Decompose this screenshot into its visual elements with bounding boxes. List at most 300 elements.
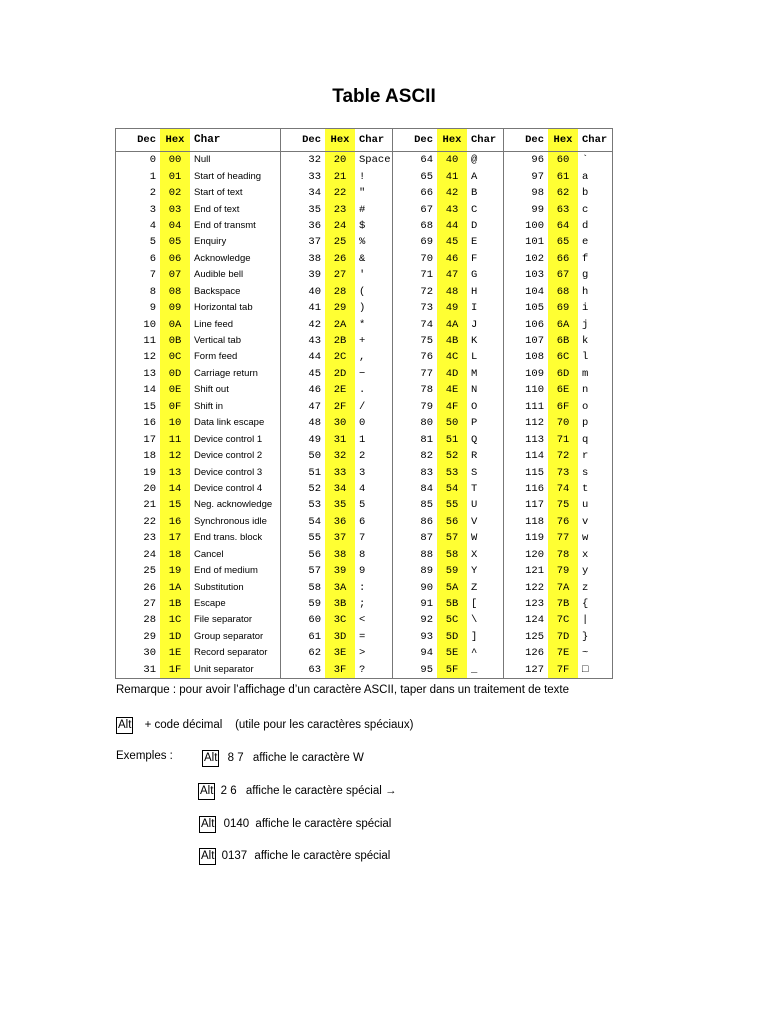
hex-cell: 4D	[437, 366, 467, 382]
table-row	[393, 333, 503, 349]
dec-cell: 73	[420, 302, 433, 315]
char-cell: _	[471, 663, 478, 676]
hex-cell: 65	[548, 234, 578, 250]
table-row	[116, 333, 280, 349]
hex-cell: 78	[548, 547, 578, 563]
dec-cell: 20	[143, 482, 156, 495]
dec-cell: 114	[525, 450, 544, 463]
dec-cell: 112	[525, 417, 544, 430]
char-cell: s	[582, 466, 589, 479]
dec-cell: 87	[420, 532, 433, 545]
table-row	[281, 234, 392, 250]
table-row	[393, 399, 503, 415]
table-row	[116, 579, 280, 595]
char-cell: z	[582, 581, 589, 594]
char-cell: ]	[471, 630, 478, 643]
hex-cell: 6D	[548, 366, 578, 382]
header-dec: Dec	[393, 129, 437, 152]
char-cell: G	[471, 269, 478, 282]
example-code: 2 6	[220, 785, 237, 797]
dec-cell: 98	[531, 187, 544, 200]
char-cell: p	[582, 417, 589, 430]
table-row	[281, 563, 392, 579]
hex-cell: 23	[325, 201, 355, 217]
header-dec: Dec	[281, 129, 325, 152]
char-cell: `	[582, 154, 589, 167]
dec-cell: 116	[525, 482, 544, 495]
dec-cell: 29	[143, 630, 156, 643]
hex-cell: 22	[325, 185, 355, 201]
char-cell: a	[582, 170, 589, 183]
table-row	[116, 399, 280, 415]
hex-cell: 50	[437, 415, 467, 431]
table-row	[116, 267, 280, 283]
char-cell: Device control 1	[194, 433, 263, 445]
hex-cell: 4F	[437, 399, 467, 415]
char-cell: Device control 4	[194, 482, 263, 494]
remark-text: Remarque : pour avoir l’affichage d’un caractère ASCII, taper dans un traitement de texte	[116, 684, 570, 696]
dec-cell: 124	[525, 614, 544, 627]
hex-cell: 45	[437, 234, 467, 250]
hex-cell: 70	[548, 415, 578, 431]
hex-cell: 09	[160, 300, 190, 316]
dec-cell: 55	[308, 532, 321, 545]
ascii-block-64-95	[393, 129, 504, 678]
dec-cell: 91	[420, 598, 433, 611]
table-row	[393, 530, 503, 546]
char-cell: j	[582, 318, 589, 331]
char-cell: ~	[582, 647, 589, 660]
hex-cell: 5D	[437, 629, 467, 645]
table-row	[393, 267, 503, 283]
dec-cell: 102	[525, 252, 544, 265]
table-row	[116, 481, 280, 497]
ascii-block-96-127	[504, 129, 612, 678]
char-cell: End of text	[194, 203, 240, 215]
dec-cell: 81	[420, 433, 433, 446]
dec-cell: 15	[143, 400, 156, 413]
dec-cell: 1	[149, 170, 156, 183]
char-cell: e	[582, 236, 589, 249]
hex-cell: 49	[437, 300, 467, 316]
hex-cell: 17	[160, 530, 190, 546]
dec-cell: 75	[420, 335, 433, 348]
char-cell: {	[582, 598, 589, 611]
table-row	[393, 612, 503, 628]
table-row	[504, 201, 612, 217]
dec-cell: 62	[308, 647, 321, 660]
char-cell: i	[582, 302, 589, 315]
hex-cell: 06	[160, 251, 190, 267]
alt-key: Alt	[116, 717, 133, 734]
char-cell: −	[359, 367, 366, 380]
table-row	[281, 431, 392, 447]
dec-cell: 71	[420, 269, 433, 282]
table-row	[116, 185, 280, 201]
table-row	[504, 596, 612, 612]
hex-cell: 2C	[325, 349, 355, 365]
dec-cell: 17	[143, 433, 156, 446]
char-cell: >	[359, 647, 366, 660]
dec-cell: 7	[149, 269, 156, 282]
table-row	[116, 645, 280, 661]
char-cell: X	[471, 548, 478, 561]
dec-cell: 123	[525, 598, 544, 611]
table-row	[281, 316, 392, 332]
hex-cell: 2D	[325, 366, 355, 382]
hex-cell: 68	[548, 284, 578, 300]
char-cell: )	[359, 302, 366, 315]
hex-cell: 01	[160, 168, 190, 184]
table-row	[393, 481, 503, 497]
hex-cell: 3F	[325, 662, 355, 678]
dec-cell: 79	[420, 400, 433, 413]
hex-cell: 5B	[437, 596, 467, 612]
char-cell: y	[582, 565, 589, 578]
dec-cell: 122	[525, 581, 544, 594]
table-row	[393, 596, 503, 612]
hex-cell: 73	[548, 464, 578, 480]
table-row	[504, 234, 612, 250]
dec-cell: 57	[308, 565, 321, 578]
char-cell: u	[582, 499, 589, 512]
example-code: 0140	[223, 818, 250, 830]
table-row	[281, 152, 392, 169]
table-row	[281, 662, 392, 678]
table-row	[281, 366, 392, 382]
hex-cell: 26	[325, 251, 355, 267]
dec-cell: 83	[420, 466, 433, 479]
header-hex: Hex	[325, 129, 355, 152]
table-row	[116, 251, 280, 267]
hex-cell: 39	[325, 563, 355, 579]
char-cell: Neg. acknowledge	[194, 499, 273, 511]
hex-cell: 7A	[548, 579, 578, 595]
hex-cell: 35	[325, 497, 355, 513]
hex-cell: 52	[437, 448, 467, 464]
hex-cell: 2A	[325, 316, 355, 332]
hex-cell: 30	[325, 415, 355, 431]
char-cell: J	[471, 318, 478, 331]
dec-cell: 22	[143, 515, 156, 528]
hex-cell: 75	[548, 497, 578, 513]
char-cell: H	[471, 285, 478, 298]
hex-cell: 32	[325, 448, 355, 464]
char-cell: End trans. block	[194, 532, 263, 544]
dec-cell: 120	[525, 548, 544, 561]
char-cell: &	[359, 252, 366, 265]
table-row	[504, 168, 612, 184]
hex-cell: 34	[325, 481, 355, 497]
char-cell: Z	[471, 581, 478, 594]
char-cell: D	[471, 219, 478, 232]
char-cell: □	[582, 663, 589, 676]
char-cell: 5	[359, 499, 366, 512]
char-cell: U	[471, 499, 478, 512]
table-row	[393, 415, 503, 431]
table-row	[281, 448, 392, 464]
hex-cell: 15	[160, 497, 190, 513]
char-cell: \	[471, 614, 478, 627]
table-row	[281, 497, 392, 513]
table-row	[281, 382, 392, 398]
dec-cell: 16	[143, 417, 156, 430]
example-text: affiche le caractère spécial	[254, 850, 391, 862]
char-cell: d	[582, 219, 589, 232]
dec-cell: 76	[420, 351, 433, 364]
table-row	[504, 662, 612, 678]
dec-cell: 85	[420, 499, 433, 512]
dec-cell: 23	[143, 532, 156, 545]
formula-text: + code décimal (utile pour les caractères spéciaux)	[144, 719, 414, 731]
table-row	[393, 201, 503, 217]
hex-cell: 13	[160, 464, 190, 480]
example-code: 8 7	[227, 752, 244, 764]
hex-cell: 3E	[325, 645, 355, 661]
dec-cell: 11	[143, 335, 156, 348]
table-row	[504, 645, 612, 661]
dec-cell: 110	[525, 384, 544, 397]
table-row	[281, 596, 392, 612]
dec-cell: 111	[525, 400, 544, 413]
table-row	[393, 382, 503, 398]
example-text: affiche le caractère spécial	[255, 818, 392, 830]
char-cell: Record separator	[194, 647, 268, 659]
table-row	[504, 612, 612, 628]
dec-cell: 2	[149, 187, 156, 200]
table-row	[116, 431, 280, 447]
dec-cell: 37	[308, 236, 321, 249]
hex-cell: 08	[160, 284, 190, 300]
char-cell: k	[582, 335, 589, 348]
char-cell: Start of text	[194, 187, 243, 199]
table-row	[281, 645, 392, 661]
char-cell: t	[582, 482, 589, 495]
hex-cell: 2F	[325, 399, 355, 415]
table-row	[281, 547, 392, 563]
char-cell: Acknowledge	[194, 252, 251, 264]
char-cell: Backspace	[194, 285, 241, 297]
table-row	[281, 579, 392, 595]
example-row	[202, 750, 364, 767]
char-cell: O	[471, 400, 478, 413]
dec-cell: 115	[525, 466, 544, 479]
hex-cell: 41	[437, 168, 467, 184]
hex-cell: 46	[437, 251, 467, 267]
header-hex: Hex	[160, 129, 190, 152]
hex-cell: 66	[548, 251, 578, 267]
dec-cell: 18	[143, 450, 156, 463]
char-cell: @	[471, 154, 478, 167]
char-cell: Y	[471, 565, 478, 578]
header-char: Char	[355, 129, 392, 152]
table-row	[504, 366, 612, 382]
dec-cell: 97	[531, 170, 544, 183]
header-dec: Dec	[116, 129, 160, 152]
hex-cell: 42	[437, 185, 467, 201]
hex-cell: 61	[548, 168, 578, 184]
char-cell: T	[471, 482, 478, 495]
char-cell: A	[471, 170, 478, 183]
char-cell: n	[582, 384, 589, 397]
char-cell: #	[359, 203, 366, 216]
dec-cell: 53	[308, 499, 321, 512]
hex-cell: 3B	[325, 596, 355, 612]
char-cell: <	[359, 614, 366, 627]
hex-cell: 25	[325, 234, 355, 250]
char-cell: q	[582, 433, 589, 446]
table-row	[393, 547, 503, 563]
hex-cell: 12	[160, 448, 190, 464]
hex-cell: 36	[325, 514, 355, 530]
dec-cell: 77	[420, 367, 433, 380]
table-row	[504, 399, 612, 415]
table-row	[281, 514, 392, 530]
dec-cell: 119	[525, 532, 544, 545]
hex-cell: 3D	[325, 629, 355, 645]
dec-cell: 84	[420, 482, 433, 495]
char-cell: /	[359, 400, 366, 413]
hex-cell: 6E	[548, 382, 578, 398]
table-row	[116, 201, 280, 217]
hex-cell: 7C	[548, 612, 578, 628]
table-row	[393, 185, 503, 201]
char-cell: Shift out	[194, 384, 229, 396]
char-cell: P	[471, 417, 478, 430]
dec-cell: 69	[420, 236, 433, 249]
hex-cell: 1F	[160, 662, 190, 678]
dec-cell: 4	[149, 219, 156, 232]
hex-cell: 27	[325, 267, 355, 283]
hex-cell: 57	[437, 530, 467, 546]
dec-cell: 88	[420, 548, 433, 561]
dec-cell: 86	[420, 515, 433, 528]
hex-cell: 37	[325, 530, 355, 546]
char-cell: ,	[359, 351, 366, 364]
table-row	[504, 316, 612, 332]
table-row	[116, 596, 280, 612]
dec-cell: 40	[308, 285, 321, 298]
example-text: affiche le caractère W	[252, 752, 364, 764]
dec-cell: 109	[525, 367, 544, 380]
char-cell: 3	[359, 466, 366, 479]
char-cell: End of transmt	[194, 219, 256, 231]
char-cell: =	[359, 630, 366, 643]
char-cell: %	[359, 236, 366, 249]
char-cell: Start of heading	[194, 170, 262, 182]
dec-cell: 106	[525, 318, 544, 331]
char-cell: c	[582, 203, 589, 216]
example-text: affiche le caractère spécial →	[245, 785, 397, 797]
table-row	[116, 415, 280, 431]
dec-cell: 64	[420, 154, 433, 167]
hex-cell: 11	[160, 431, 190, 447]
table-row	[281, 349, 392, 365]
hex-cell: 10	[160, 415, 190, 431]
char-cell: W	[471, 532, 478, 545]
char-cell: |	[582, 614, 589, 627]
dec-cell: 94	[420, 647, 433, 660]
dec-cell: 10	[143, 318, 156, 331]
char-cell: 6	[359, 515, 366, 528]
char-cell: Substitution	[194, 581, 244, 593]
hex-cell: 0F	[160, 399, 190, 415]
table-row	[281, 251, 392, 267]
hex-cell: 4A	[437, 316, 467, 332]
table-row	[116, 563, 280, 579]
hex-cell: 55	[437, 497, 467, 513]
table-row	[504, 152, 612, 169]
char-cell: x	[582, 548, 589, 561]
hex-cell: 1B	[160, 596, 190, 612]
table-row	[504, 547, 612, 563]
dec-cell: 42	[308, 318, 321, 331]
dec-cell: 63	[308, 663, 321, 676]
char-cell: Form feed	[194, 351, 238, 363]
table-row	[281, 201, 392, 217]
hex-cell: 62	[548, 185, 578, 201]
char-cell: ^	[471, 647, 478, 660]
dec-cell: 100	[525, 219, 544, 232]
hex-cell: 53	[437, 464, 467, 480]
table-row	[116, 234, 280, 250]
dec-cell: 46	[308, 384, 321, 397]
table-row	[281, 218, 392, 234]
dec-cell: 34	[308, 187, 321, 200]
char-cell: 7	[359, 532, 366, 545]
table-row	[393, 514, 503, 530]
dec-cell: 92	[420, 614, 433, 627]
char-cell: !	[359, 170, 366, 183]
table-row	[393, 448, 503, 464]
hex-cell: 4C	[437, 349, 467, 365]
dec-cell: 27	[143, 598, 156, 611]
dec-cell: 26	[143, 581, 156, 594]
char-cell: v	[582, 515, 589, 528]
hex-cell: 1E	[160, 645, 190, 661]
table-row	[116, 316, 280, 332]
char-cell: Enquiry	[194, 236, 227, 248]
char-cell: }	[582, 630, 589, 643]
dec-cell: 44	[308, 351, 321, 364]
hex-cell: 0B	[160, 333, 190, 349]
dec-cell: 68	[420, 219, 433, 232]
dec-cell: 72	[420, 285, 433, 298]
table-row	[504, 382, 612, 398]
hex-cell: 2E	[325, 382, 355, 398]
table-row	[393, 645, 503, 661]
hex-cell: 1C	[160, 612, 190, 628]
table-row	[393, 431, 503, 447]
table-row	[504, 267, 612, 283]
table-row	[116, 448, 280, 464]
hex-cell: 54	[437, 481, 467, 497]
hex-cell: 07	[160, 267, 190, 283]
dec-cell: 67	[420, 203, 433, 216]
char-cell: Vertical tab	[194, 335, 241, 347]
hex-cell: 47	[437, 267, 467, 283]
char-cell: F	[471, 252, 478, 265]
hex-cell: 24	[325, 218, 355, 234]
table-row	[281, 168, 392, 184]
char-cell: Escape	[194, 598, 226, 610]
hex-cell: 6F	[548, 399, 578, 415]
dec-cell: 39	[308, 269, 321, 282]
table-row	[281, 284, 392, 300]
char-cell: "	[359, 187, 366, 200]
char-cell: S	[471, 466, 478, 479]
alt-key: Alt	[199, 816, 216, 833]
